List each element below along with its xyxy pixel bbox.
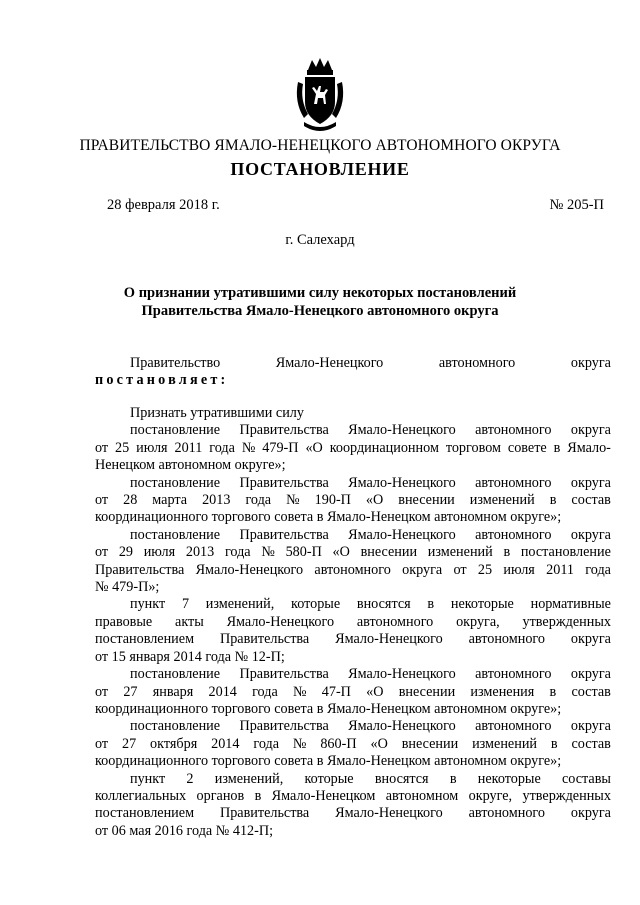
organization-title: ПРАВИТЕЛЬСТВО ЯМАЛО-НЕНЕЦКОГО АВТОНОМНОГО ОКРУГА (79, 137, 561, 154)
item-line: координационного торгового совета в Ямало-Ненецком автономном округе»; (95, 753, 562, 770)
intro-word: округа (570, 355, 611, 371)
item-line: пункт 2 изменений, которые вносятся в некоторые составы (130, 770, 611, 787)
item-line: от 27 октября 2014 года № 860-П «О внесении изменений в состав (95, 735, 611, 752)
item-line: от 28 марта 2013 года № 190-П «О внесении изменений в состав (95, 492, 611, 509)
coat-of-arms-icon (290, 56, 350, 136)
subject-line: О признании утратившими силу некоторых постановлений (123, 285, 517, 301)
item-line: от 06 мая 2016 года № 412-П; (95, 822, 274, 839)
document-date: 28 февраля 2018 г. (107, 197, 220, 213)
list-item (95, 475, 611, 527)
item-line: постановление Правительства Ямало-Ненецкого автономного округа (130, 666, 611, 683)
items-list (95, 422, 611, 840)
intro-word: Ямало-Ненецкого (275, 355, 384, 371)
item-line: постановлением Правительства Ямало-Ненецкого автономного округа (95, 805, 611, 822)
item-line: от 27 января 2014 года № 47-П «О внесении изменения в состав (95, 683, 611, 700)
document-subject (0, 284, 640, 320)
list-item (95, 422, 611, 474)
intro-word: автономного (438, 355, 516, 371)
item-line: координационного торгового совета в Ямало-Ненецком автономном округе»; (95, 509, 562, 526)
item-line: координационного торгового совета в Ямало-Ненецком автономном округе»; (95, 700, 562, 717)
list-item (95, 596, 611, 666)
list-item (95, 527, 611, 597)
list-item (95, 666, 611, 718)
intro-line (130, 355, 611, 372)
document-city: г. Салехард (285, 232, 355, 248)
item-line: от 25 июля 2011 года № 479-П «О координационном торговом совете в Ямало- (95, 439, 611, 456)
document-number: № 205-П (549, 197, 604, 213)
item-line: Ненецком автономном округе»; (95, 457, 286, 474)
item-line: постановление Правительства Ямало-Ненецкого автономного округа (130, 526, 611, 543)
intro-word: Правительство (130, 355, 221, 371)
item-line: от 29 июля 2013 года № 580-П «О внесении изменений в постановление (95, 544, 611, 561)
item-line: постановление Правительства Ямало-Ненецкого автономного округа (130, 474, 611, 491)
item-line: № 479-П»; (95, 579, 160, 596)
decree-word: постановляет: (95, 372, 229, 388)
item-line: пункт 7 изменений, которые вносятся в некоторые нормативные (130, 596, 611, 613)
item-line: постановлением Правительства Ямало-Ненецкого автономного округа (95, 631, 611, 648)
body-lead: Признать утратившими силу (130, 405, 304, 421)
item-line: Правительства Ямало-Ненецкого автономного округа от 25 июля 2011 года (95, 561, 611, 578)
item-line: коллегиальных органов в Ямало-Ненецком автономном округе, утвержденных (95, 787, 611, 804)
document-body (95, 405, 611, 840)
item-line: от 15 января 2014 года № 12-П; (95, 648, 285, 665)
item-line: постановление Правительства Ямало-Ненецкого автономного округа (130, 422, 611, 439)
document-type: ПОСТАНОВЛЕНИЕ (230, 159, 410, 179)
list-item (95, 718, 611, 770)
item-line: постановление Правительства Ямало-Ненецкого автономного округа (130, 718, 611, 735)
list-item (95, 771, 611, 841)
subject-line: Правительства Ямало-Ненецкого автономного округа (141, 303, 499, 319)
item-line: правовые акты Ямало-Ненецкого автономного округа, утвержденных (95, 613, 611, 630)
